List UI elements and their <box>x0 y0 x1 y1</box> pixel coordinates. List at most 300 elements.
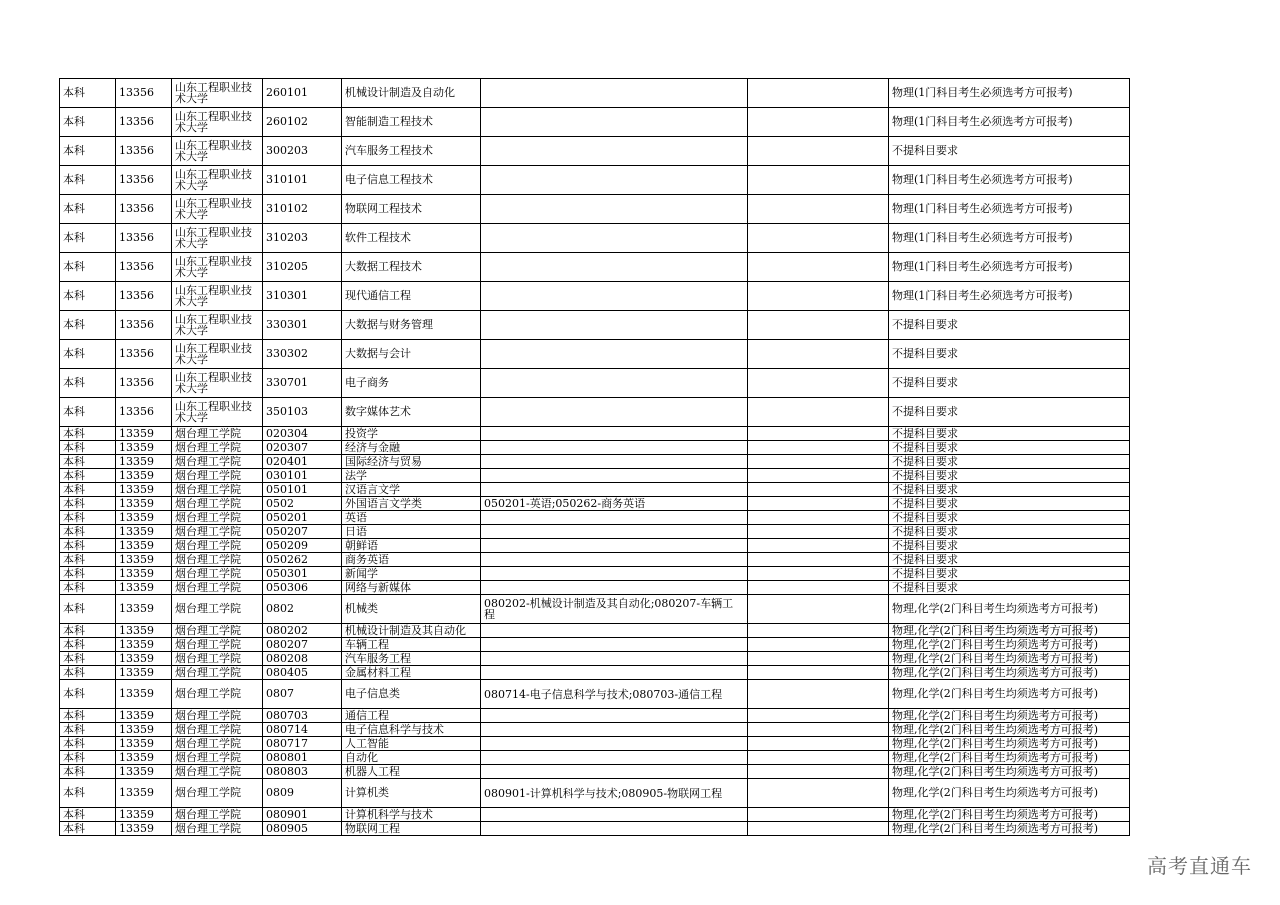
cell-level: 本科 <box>60 638 116 652</box>
cell-blank <box>748 525 889 539</box>
cell-major-code: 020307 <box>263 441 342 455</box>
cell-major: 国际经济与贸易 <box>342 455 481 469</box>
cell-level: 本科 <box>60 666 116 680</box>
cell-major: 现代通信工程 <box>342 282 481 311</box>
cell-level: 本科 <box>60 624 116 638</box>
cell-major-code: 310102 <box>263 195 342 224</box>
cell-code: 13359 <box>116 455 172 469</box>
cell-code: 13356 <box>116 253 172 282</box>
cell-level: 本科 <box>60 525 116 539</box>
table-row <box>60 567 1130 581</box>
table-row <box>60 483 1130 497</box>
cell-major-code: 080901 <box>263 808 342 822</box>
cell-code: 13359 <box>116 723 172 737</box>
cell-major: 计算机类 <box>342 779 481 808</box>
cell-major-code: 330302 <box>263 340 342 369</box>
cell-included: 080901-计算机科学与技术;080905-物联网工程 <box>481 779 748 808</box>
table-row <box>60 553 1130 567</box>
cell-included <box>481 822 748 836</box>
cell-level: 本科 <box>60 137 116 166</box>
cell-code: 13359 <box>116 427 172 441</box>
cell-included: 080714-电子信息科学与技术;080703-通信工程 <box>481 680 748 709</box>
table-row <box>60 398 1130 427</box>
cell-level: 本科 <box>60 539 116 553</box>
table-row <box>60 108 1130 137</box>
cell-included <box>481 581 748 595</box>
cell-school: 烟台理工学院 <box>172 779 263 808</box>
cell-code: 13359 <box>116 666 172 680</box>
cell-major: 车辆工程 <box>342 638 481 652</box>
cell-blank <box>748 427 889 441</box>
cell-school: 烟台理工学院 <box>172 737 263 751</box>
cell-school: 烟台理工学院 <box>172 469 263 483</box>
cell-level: 本科 <box>60 455 116 469</box>
table-row <box>60 253 1130 282</box>
cell-blank <box>748 108 889 137</box>
cell-major: 汽车服务工程 <box>342 652 481 666</box>
cell-level: 本科 <box>60 680 116 709</box>
cell-level: 本科 <box>60 595 116 624</box>
table-row <box>60 455 1130 469</box>
cell-included <box>481 79 748 108</box>
cell-code: 13356 <box>116 311 172 340</box>
cell-blank <box>748 553 889 567</box>
cell-included <box>481 553 748 567</box>
cell-requirement: 不提科目要求 <box>889 497 1130 511</box>
cell-requirement: 不提科目要求 <box>889 553 1130 567</box>
table-row <box>60 137 1130 166</box>
cell-code: 13359 <box>116 680 172 709</box>
cell-code: 13359 <box>116 822 172 836</box>
cell-blank <box>748 137 889 166</box>
cell-major: 物联网工程 <box>342 822 481 836</box>
cell-included <box>481 441 748 455</box>
cell-requirement: 不提科目要求 <box>889 483 1130 497</box>
cell-blank <box>748 483 889 497</box>
cell-school: 烟台理工学院 <box>172 595 263 624</box>
cell-school: 烟台理工学院 <box>172 441 263 455</box>
cell-school: 烟台理工学院 <box>172 723 263 737</box>
cell-included <box>481 511 748 525</box>
cell-included: 050201-英语;050262-商务英语 <box>481 497 748 511</box>
cell-school: 烟台理工学院 <box>172 751 263 765</box>
cell-major-code: 050101 <box>263 483 342 497</box>
cell-level: 本科 <box>60 709 116 723</box>
cell-major-code: 080803 <box>263 765 342 779</box>
cell-requirement: 物理,化学(2门科目考生均须选考方可报考) <box>889 779 1130 808</box>
cell-school: 山东工程职业技术大学 <box>172 108 263 137</box>
cell-major: 机械设计制造及其自动化 <box>342 624 481 638</box>
table-row <box>60 638 1130 652</box>
cell-level: 本科 <box>60 108 116 137</box>
cell-school: 烟台理工学院 <box>172 666 263 680</box>
table-row <box>60 224 1130 253</box>
cell-requirement: 物理,化学(2门科目考生均须选考方可报考) <box>889 723 1130 737</box>
cell-level: 本科 <box>60 369 116 398</box>
table-row <box>60 595 1130 624</box>
cell-blank <box>748 638 889 652</box>
cell-included <box>481 652 748 666</box>
cell-major-code: 020304 <box>263 427 342 441</box>
cell-included <box>481 567 748 581</box>
cell-level: 本科 <box>60 652 116 666</box>
cell-requirement: 物理(1门科目考生必须选考方可报考) <box>889 108 1130 137</box>
cell-blank <box>748 666 889 680</box>
cell-major-code: 0802 <box>263 595 342 624</box>
cell-code: 13359 <box>116 525 172 539</box>
cell-major-code: 050207 <box>263 525 342 539</box>
table-row <box>60 822 1130 836</box>
cell-blank <box>748 765 889 779</box>
watermark-text: 高考直通车 <box>1147 854 1252 878</box>
cell-included <box>481 137 748 166</box>
cell-blank <box>748 469 889 483</box>
cell-level: 本科 <box>60 723 116 737</box>
cell-requirement: 物理,化学(2门科目考生均须选考方可报考) <box>889 808 1130 822</box>
cell-school: 山东工程职业技术大学 <box>172 79 263 108</box>
cell-code: 13359 <box>116 765 172 779</box>
cell-major-code: 050209 <box>263 539 342 553</box>
cell-major: 投资学 <box>342 427 481 441</box>
cell-code: 13359 <box>116 581 172 595</box>
cell-major-code: 300203 <box>263 137 342 166</box>
table-row <box>60 751 1130 765</box>
cell-major-code: 260101 <box>263 79 342 108</box>
cell-requirement: 物理,化学(2门科目考生均须选考方可报考) <box>889 624 1130 638</box>
cell-school: 烟台理工学院 <box>172 567 263 581</box>
cell-included <box>481 427 748 441</box>
cell-included <box>481 751 748 765</box>
cell-blank <box>748 581 889 595</box>
cell-included <box>481 666 748 680</box>
cell-blank <box>748 455 889 469</box>
cell-requirement: 物理,化学(2门科目考生均须选考方可报考) <box>889 822 1130 836</box>
cell-level: 本科 <box>60 79 116 108</box>
cell-code: 13359 <box>116 751 172 765</box>
cell-major: 电子信息类 <box>342 680 481 709</box>
cell-included <box>481 224 748 253</box>
cell-requirement: 物理,化学(2门科目考生均须选考方可报考) <box>889 737 1130 751</box>
cell-school: 烟台理工学院 <box>172 709 263 723</box>
cell-level: 本科 <box>60 398 116 427</box>
cell-level: 本科 <box>60 822 116 836</box>
cell-level: 本科 <box>60 751 116 765</box>
cell-code: 13359 <box>116 638 172 652</box>
cell-major-code: 310301 <box>263 282 342 311</box>
cell-code: 13356 <box>116 282 172 311</box>
table-row <box>60 737 1130 751</box>
cell-major: 软件工程技术 <box>342 224 481 253</box>
cell-school: 烟台理工学院 <box>172 497 263 511</box>
cell-blank <box>748 340 889 369</box>
cell-code: 13359 <box>116 779 172 808</box>
cell-major-code: 310205 <box>263 253 342 282</box>
table-row <box>60 195 1130 224</box>
cell-major: 大数据与财务管理 <box>342 311 481 340</box>
cell-code: 13359 <box>116 469 172 483</box>
cell-blank <box>748 652 889 666</box>
cell-included: 080202-机械设计制造及其自动化;080207-车辆工程 <box>481 595 748 624</box>
cell-included <box>481 108 748 137</box>
cell-blank <box>748 723 889 737</box>
cell-major: 日语 <box>342 525 481 539</box>
table-row <box>60 765 1130 779</box>
cell-code: 13359 <box>116 595 172 624</box>
cell-included <box>481 638 748 652</box>
cell-code: 13359 <box>116 497 172 511</box>
cell-major: 网络与新媒体 <box>342 581 481 595</box>
cell-level: 本科 <box>60 567 116 581</box>
cell-code: 13359 <box>116 737 172 751</box>
cell-school: 山东工程职业技术大学 <box>172 369 263 398</box>
cell-requirement: 物理(1门科目考生必须选考方可报考) <box>889 166 1130 195</box>
table-row <box>60 779 1130 808</box>
cell-code: 13356 <box>116 79 172 108</box>
cell-major: 外国语言文学类 <box>342 497 481 511</box>
cell-blank <box>748 624 889 638</box>
cell-blank <box>748 311 889 340</box>
cell-level: 本科 <box>60 340 116 369</box>
cell-school: 烟台理工学院 <box>172 808 263 822</box>
cell-requirement: 不提科目要求 <box>889 137 1130 166</box>
cell-major: 自动化 <box>342 751 481 765</box>
cell-level: 本科 <box>60 779 116 808</box>
cell-requirement: 物理(1门科目考生必须选考方可报考) <box>889 282 1130 311</box>
cell-code: 13359 <box>116 483 172 497</box>
cell-school: 山东工程职业技术大学 <box>172 195 263 224</box>
cell-level: 本科 <box>60 511 116 525</box>
table-row <box>60 340 1130 369</box>
cell-major: 机械类 <box>342 595 481 624</box>
cell-included <box>481 737 748 751</box>
cell-requirement: 不提科目要求 <box>889 539 1130 553</box>
table-row <box>60 441 1130 455</box>
cell-requirement: 物理,化学(2门科目考生均须选考方可报考) <box>889 751 1130 765</box>
cell-school: 山东工程职业技术大学 <box>172 224 263 253</box>
cell-major: 电子信息工程技术 <box>342 166 481 195</box>
cell-major-code: 020401 <box>263 455 342 469</box>
cell-code: 13359 <box>116 624 172 638</box>
cell-code: 13359 <box>116 567 172 581</box>
cell-major: 数字媒体艺术 <box>342 398 481 427</box>
cell-included <box>481 469 748 483</box>
cell-included <box>481 765 748 779</box>
table-row <box>60 525 1130 539</box>
table-row <box>60 497 1130 511</box>
cell-blank <box>748 595 889 624</box>
cell-school: 烟台理工学院 <box>172 455 263 469</box>
table-row <box>60 808 1130 822</box>
cell-requirement: 不提科目要求 <box>889 441 1130 455</box>
cell-school: 山东工程职业技术大学 <box>172 340 263 369</box>
cell-requirement: 物理,化学(2门科目考生均须选考方可报考) <box>889 666 1130 680</box>
cell-code: 13359 <box>116 539 172 553</box>
cell-level: 本科 <box>60 765 116 779</box>
cell-major-code: 080202 <box>263 624 342 638</box>
cell-blank <box>748 709 889 723</box>
cell-major-code: 0807 <box>263 680 342 709</box>
cell-included <box>481 311 748 340</box>
cell-included <box>481 195 748 224</box>
cell-included <box>481 282 748 311</box>
cell-requirement: 不提科目要求 <box>889 469 1130 483</box>
cell-level: 本科 <box>60 808 116 822</box>
cell-included <box>481 166 748 195</box>
cell-blank <box>748 253 889 282</box>
cell-major: 人工智能 <box>342 737 481 751</box>
cell-code: 13359 <box>116 709 172 723</box>
table-row <box>60 79 1130 108</box>
cell-major-code: 080801 <box>263 751 342 765</box>
cell-school: 烟台理工学院 <box>172 553 263 567</box>
cell-major-code: 330301 <box>263 311 342 340</box>
cell-requirement: 物理(1门科目考生必须选考方可报考) <box>889 79 1130 108</box>
cell-major-code: 260102 <box>263 108 342 137</box>
cell-requirement: 不提科目要求 <box>889 511 1130 525</box>
cell-blank <box>748 369 889 398</box>
cell-blank <box>748 166 889 195</box>
cell-requirement: 不提科目要求 <box>889 581 1130 595</box>
cell-level: 本科 <box>60 469 116 483</box>
cell-included <box>481 455 748 469</box>
table-row <box>60 624 1130 638</box>
cell-major-code: 310203 <box>263 224 342 253</box>
cell-major-code: 330701 <box>263 369 342 398</box>
cell-level: 本科 <box>60 483 116 497</box>
cell-major-code: 310101 <box>263 166 342 195</box>
cell-blank <box>748 822 889 836</box>
cell-major: 法学 <box>342 469 481 483</box>
cell-code: 13356 <box>116 137 172 166</box>
cell-school: 烟台理工学院 <box>172 427 263 441</box>
cell-code: 13356 <box>116 195 172 224</box>
table-row <box>60 427 1130 441</box>
cell-school: 烟台理工学院 <box>172 822 263 836</box>
cell-school: 烟台理工学院 <box>172 652 263 666</box>
table-row <box>60 282 1130 311</box>
table-row <box>60 680 1130 709</box>
cell-major: 经济与金融 <box>342 441 481 455</box>
cell-level: 本科 <box>60 581 116 595</box>
cell-school: 山东工程职业技术大学 <box>172 137 263 166</box>
table-row <box>60 652 1130 666</box>
cell-level: 本科 <box>60 737 116 751</box>
table-row <box>60 709 1130 723</box>
cell-school: 山东工程职业技术大学 <box>172 398 263 427</box>
cell-code: 13356 <box>116 224 172 253</box>
cell-school: 山东工程职业技术大学 <box>172 282 263 311</box>
cell-code: 13356 <box>116 340 172 369</box>
cell-major-code: 050201 <box>263 511 342 525</box>
cell-major: 大数据工程技术 <box>342 253 481 282</box>
cell-requirement: 不提科目要求 <box>889 427 1130 441</box>
cell-blank <box>748 539 889 553</box>
cell-level: 本科 <box>60 441 116 455</box>
cell-level: 本科 <box>60 427 116 441</box>
cell-major-code: 080717 <box>263 737 342 751</box>
cell-code: 13356 <box>116 108 172 137</box>
cell-requirement: 物理(1门科目考生必须选考方可报考) <box>889 253 1130 282</box>
cell-code: 13359 <box>116 441 172 455</box>
cell-blank <box>748 808 889 822</box>
cell-school: 烟台理工学院 <box>172 765 263 779</box>
cell-level: 本科 <box>60 195 116 224</box>
cell-included <box>481 539 748 553</box>
cell-school: 烟台理工学院 <box>172 511 263 525</box>
cell-requirement: 物理,化学(2门科目考生均须选考方可报考) <box>889 595 1130 624</box>
cell-requirement: 不提科目要求 <box>889 398 1130 427</box>
cell-major-code: 350103 <box>263 398 342 427</box>
cell-major: 机械设计制造及自动化 <box>342 79 481 108</box>
cell-code: 13356 <box>116 166 172 195</box>
table-row <box>60 166 1130 195</box>
cell-included <box>481 369 748 398</box>
cell-blank <box>748 224 889 253</box>
cell-blank <box>748 567 889 581</box>
cell-school: 烟台理工学院 <box>172 638 263 652</box>
cell-code: 13359 <box>116 652 172 666</box>
cell-blank <box>748 497 889 511</box>
cell-code: 13356 <box>116 398 172 427</box>
cell-included <box>481 723 748 737</box>
cell-level: 本科 <box>60 253 116 282</box>
subject-requirements-table <box>59 78 1130 836</box>
cell-level: 本科 <box>60 553 116 567</box>
cell-major-code: 050262 <box>263 553 342 567</box>
cell-major-code: 050301 <box>263 567 342 581</box>
table-row <box>60 511 1130 525</box>
cell-school: 烟台理工学院 <box>172 483 263 497</box>
cell-code: 13359 <box>116 511 172 525</box>
cell-major: 汽车服务工程技术 <box>342 137 481 166</box>
cell-major-code: 080714 <box>263 723 342 737</box>
cell-level: 本科 <box>60 497 116 511</box>
cell-major: 计算机科学与技术 <box>342 808 481 822</box>
cell-school: 烟台理工学院 <box>172 680 263 709</box>
cell-code: 13359 <box>116 553 172 567</box>
cell-major: 新闻学 <box>342 567 481 581</box>
cell-requirement: 不提科目要求 <box>889 567 1130 581</box>
cell-major-code: 030101 <box>263 469 342 483</box>
cell-included <box>481 253 748 282</box>
cell-blank <box>748 511 889 525</box>
table-row <box>60 311 1130 340</box>
table-row <box>60 666 1130 680</box>
cell-school: 烟台理工学院 <box>172 624 263 638</box>
cell-major-code: 080905 <box>263 822 342 836</box>
cell-requirement: 不提科目要求 <box>889 525 1130 539</box>
cell-major-code: 080207 <box>263 638 342 652</box>
cell-major-code: 080208 <box>263 652 342 666</box>
cell-included <box>481 808 748 822</box>
cell-major: 朝鲜语 <box>342 539 481 553</box>
cell-included <box>481 525 748 539</box>
cell-requirement: 不提科目要求 <box>889 455 1130 469</box>
cell-school: 烟台理工学院 <box>172 539 263 553</box>
cell-major-code: 080405 <box>263 666 342 680</box>
cell-major: 电子商务 <box>342 369 481 398</box>
cell-major-code: 0809 <box>263 779 342 808</box>
cell-level: 本科 <box>60 166 116 195</box>
cell-blank <box>748 680 889 709</box>
table-row <box>60 723 1130 737</box>
cell-major: 智能制造工程技术 <box>342 108 481 137</box>
cell-blank <box>748 441 889 455</box>
cell-requirement: 物理,化学(2门科目考生均须选考方可报考) <box>889 638 1130 652</box>
cell-major: 机器人工程 <box>342 765 481 779</box>
table-row <box>60 369 1130 398</box>
table-row <box>60 539 1130 553</box>
